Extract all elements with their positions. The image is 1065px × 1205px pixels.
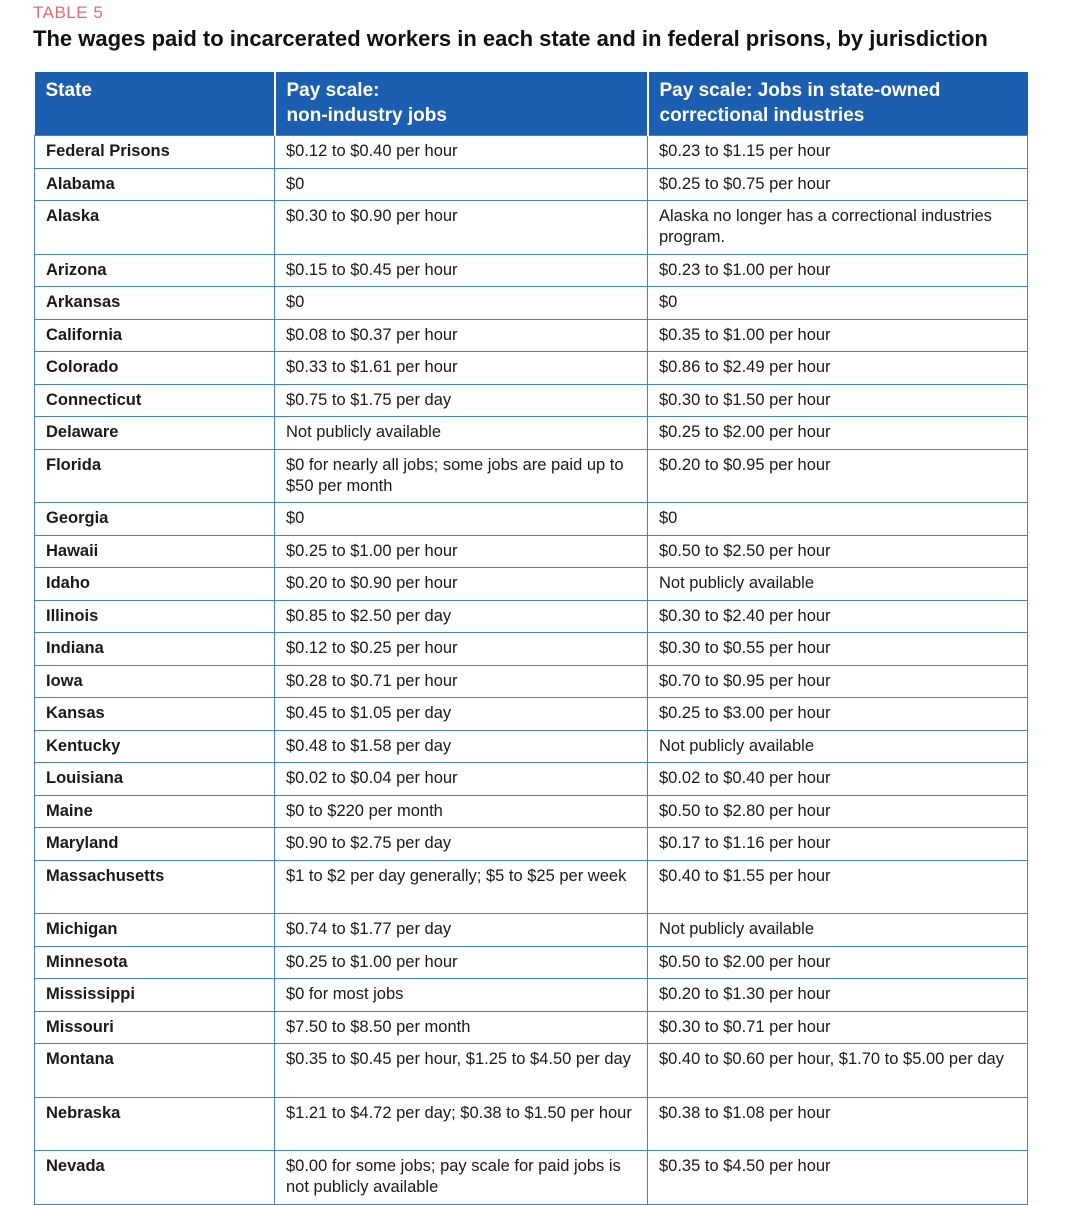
state-cell: Massachusetts [35,860,275,914]
industry-cell: $0 [648,503,1028,536]
header-state-label: State [45,80,92,101]
table-row [35,503,1028,536]
industry-cell: $0.40 to $0.60 per hour, $1.70 to $5.00 per day [648,1044,1028,1098]
header-nonindustry-line2: non-industry jobs [286,105,447,126]
header-industry [648,72,1028,136]
table-row [35,449,1028,503]
header-industry-line2: correctional industries [659,105,865,126]
industry-cell: $0.02 to $0.40 per hour [648,763,1028,796]
nonindustry-cell: $0.35 to $0.45 per hour, $1.25 to $4.50 per day [275,1044,648,1098]
industry-cell: $0.40 to $1.55 per hour [648,860,1028,914]
wage-table [34,72,1028,1205]
nonindustry-cell: $0.90 to $2.75 per day [275,828,648,861]
industry-cell: $0.30 to $1.50 per hour [648,384,1028,417]
state-cell: Federal Prisons [35,136,275,169]
header-industry-line1: Pay scale: Jobs in state-owned [659,80,941,101]
table-row [35,319,1028,352]
state-cell: Illinois [35,600,275,633]
industry-cell: $0.38 to $1.08 per hour [648,1097,1028,1151]
table-row [35,384,1028,417]
table-row [35,1097,1028,1151]
industry-cell: $0.30 to $0.55 per hour [648,633,1028,666]
state-cell: Louisiana [35,763,275,796]
nonindustry-cell: $0 [275,503,648,536]
state-cell: Indiana [35,633,275,666]
industry-cell: $0.17 to $1.16 per hour [648,828,1028,861]
industry-cell: $0.50 to $2.80 per hour [648,795,1028,828]
state-cell: Idaho [35,568,275,601]
nonindustry-cell: $0.48 to $1.58 per day [275,730,648,763]
table-row [35,1151,1028,1205]
nonindustry-cell: $0 [275,287,648,320]
table-row [35,201,1028,255]
industry-cell: $0.50 to $2.50 per hour [648,535,1028,568]
industry-cell: $0.20 to $1.30 per hour [648,979,1028,1012]
state-cell: Connecticut [35,384,275,417]
table-row [35,352,1028,385]
industry-cell: $0.35 to $1.00 per hour [648,319,1028,352]
state-cell: Alabama [35,168,275,201]
table-header [35,72,1028,136]
industry-cell: $0.20 to $0.95 per hour [648,449,1028,503]
table-row [35,763,1028,796]
state-cell: Minnesota [35,946,275,979]
table-row [35,860,1028,914]
nonindustry-cell: $0.25 to $1.00 per hour [275,535,648,568]
industry-cell: $0.25 to $3.00 per hour [648,698,1028,731]
table-label: TABLE 5 [33,3,104,22]
header-nonindustry [275,72,648,136]
table-row [35,914,1028,947]
state-cell: Kentucky [35,730,275,763]
table-row [35,168,1028,201]
industry-cell: Alaska no longer has a correctional industries program. [648,201,1028,255]
nonindustry-cell: $1 to $2 per day generally; $5 to $25 per week [275,860,648,914]
table-row [35,287,1028,320]
wage-table-container [34,72,1027,1205]
table-title: The wages paid to incarcerated workers in each state and in federal prisons, by jurisdiction [33,26,988,51]
table-row [35,633,1028,666]
industry-cell: $0.86 to $2.49 per hour [648,352,1028,385]
header-state [35,72,275,136]
table-row [35,254,1028,287]
table-row [35,665,1028,698]
state-cell: Arizona [35,254,275,287]
state-cell: Maine [35,795,275,828]
state-cell: Delaware [35,417,275,450]
nonindustry-cell: $0.02 to $0.04 per hour [275,763,648,796]
nonindustry-cell: $0.12 to $0.25 per hour [275,633,648,666]
table-row [35,136,1028,169]
nonindustry-cell: $0 for nearly all jobs; some jobs are paid up to $50 per month [275,449,648,503]
table-body [35,136,1028,1205]
nonindustry-cell: $0 to $220 per month [275,795,648,828]
table-row [35,1044,1028,1098]
nonindustry-cell: $0.28 to $0.71 per hour [275,665,648,698]
industry-cell: $0.25 to $2.00 per hour [648,417,1028,450]
industry-cell: $0.50 to $2.00 per hour [648,946,1028,979]
state-cell: Mississippi [35,979,275,1012]
nonindustry-cell: $0.20 to $0.90 per hour [275,568,648,601]
state-cell: Maryland [35,828,275,861]
nonindustry-cell: $0.74 to $1.77 per day [275,914,648,947]
table-row [35,600,1028,633]
state-cell: Alaska [35,201,275,255]
table-row [35,1011,1028,1044]
industry-cell: Not publicly available [648,914,1028,947]
nonindustry-cell: $0.85 to $2.50 per day [275,600,648,633]
table-row [35,979,1028,1012]
state-cell: Nebraska [35,1097,275,1151]
state-cell: Missouri [35,1011,275,1044]
state-cell: Nevada [35,1151,275,1205]
industry-cell: $0 [648,287,1028,320]
nonindustry-cell: Not publicly available [275,417,648,450]
nonindustry-cell: $0.12 to $0.40 per hour [275,136,648,169]
nonindustry-cell: $0.45 to $1.05 per day [275,698,648,731]
table-row [35,946,1028,979]
industry-cell: $0.25 to $0.75 per hour [648,168,1028,201]
industry-cell: $0.23 to $1.15 per hour [648,136,1028,169]
industry-cell: $0.30 to $2.40 per hour [648,600,1028,633]
nonindustry-cell: $0 for most jobs [275,979,648,1012]
state-cell: Montana [35,1044,275,1098]
state-cell: Florida [35,449,275,503]
nonindustry-cell: $0.33 to $1.61 per hour [275,352,648,385]
nonindustry-cell: $0 [275,168,648,201]
nonindustry-cell: $1.21 to $4.72 per day; $0.38 to $1.50 per hour [275,1097,648,1151]
industry-cell: $0.70 to $0.95 per hour [648,665,1028,698]
state-cell: Georgia [35,503,275,536]
state-cell: Kansas [35,698,275,731]
industry-cell: $0.30 to $0.71 per hour [648,1011,1028,1044]
nonindustry-cell: $0.08 to $0.37 per hour [275,319,648,352]
nonindustry-cell: $7.50 to $8.50 per month [275,1011,648,1044]
table-row [35,568,1028,601]
header-nonindustry-line1: Pay scale: [286,80,380,101]
state-cell: Colorado [35,352,275,385]
nonindustry-cell: $0.25 to $1.00 per hour [275,946,648,979]
table-row [35,795,1028,828]
nonindustry-cell: $0.75 to $1.75 per day [275,384,648,417]
industry-cell: $0.23 to $1.00 per hour [648,254,1028,287]
state-cell: Hawaii [35,535,275,568]
table-row [35,698,1028,731]
nonindustry-cell: $0.00 for some jobs; pay scale for paid jobs is not publicly available [275,1151,648,1205]
industry-cell: Not publicly available [648,568,1028,601]
table-row [35,535,1028,568]
industry-cell: Not publicly available [648,730,1028,763]
state-cell: Michigan [35,914,275,947]
state-cell: Arkansas [35,287,275,320]
industry-cell: $0.35 to $4.50 per hour [648,1151,1028,1205]
table-row [35,828,1028,861]
nonindustry-cell: $0.30 to $0.90 per hour [275,201,648,255]
state-cell: California [35,319,275,352]
table-row [35,730,1028,763]
nonindustry-cell: $0.15 to $0.45 per hour [275,254,648,287]
table-row [35,417,1028,450]
state-cell: Iowa [35,665,275,698]
